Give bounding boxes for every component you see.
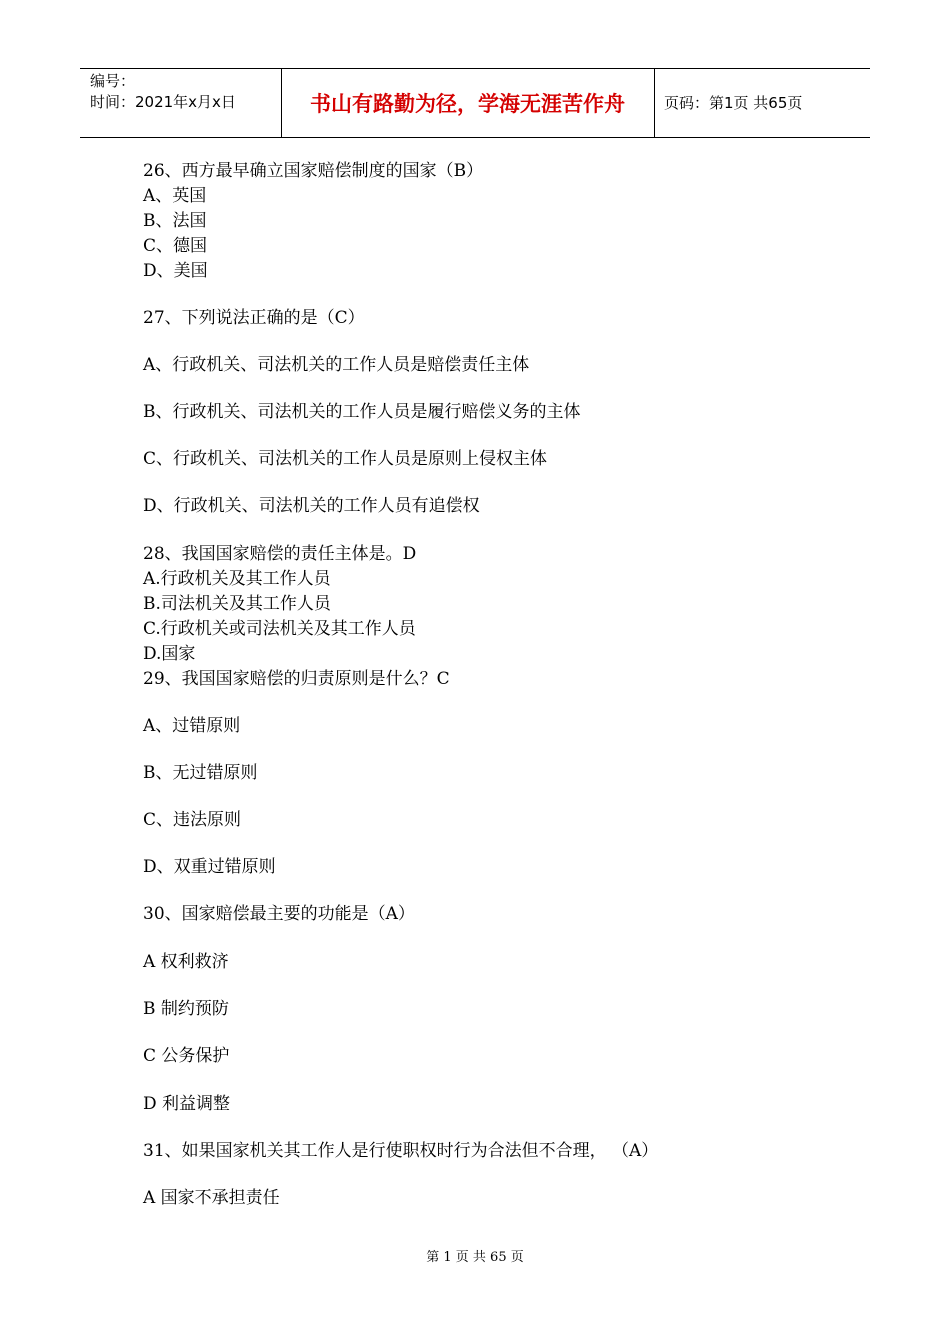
option-line: A、行政机关、司法机关的工作人员是赔偿责任主体 (143, 355, 530, 375)
header-meta (90, 71, 236, 113)
option-line: D 利益调整 (143, 1094, 231, 1114)
option-line: C、违法原则 (143, 810, 242, 830)
option-line: C、行政机关、司法机关的工作人员是原则上侵权主体 (143, 449, 548, 469)
option-line: B 制约预防 (143, 999, 229, 1019)
question-29: 29、我国国家赔偿的归责原则是什么？C (143, 669, 450, 689)
option-line: B.司法机关及其工作人员 (143, 594, 331, 614)
option-line: A 权利救济 (143, 952, 229, 972)
header-motto: 书山有路勤为径，学海无涯苦作舟 (310, 91, 625, 116)
page-footer: 第 1 页 共 65 页 (426, 1250, 524, 1265)
option-line: C 公务保护 (143, 1046, 230, 1066)
option-line: C、德国 (143, 236, 208, 256)
page-header (80, 68, 870, 138)
option-line: A 国家不承担责任 (143, 1188, 280, 1208)
option-line: D、美国 (143, 261, 208, 281)
header-divider (654, 69, 655, 137)
question-26: 26、西方最早确立国家赔偿制度的国家（B） (143, 161, 484, 181)
page-info: 页码：第1页 共65页 (664, 94, 803, 112)
option-line: A.行政机关及其工作人员 (143, 569, 331, 589)
question-28: 28、我国国家赔偿的责任主体是。D (143, 544, 417, 564)
question-27: 27、下列说法正确的是（C） (143, 308, 365, 328)
option-line: D.国家 (143, 644, 196, 664)
option-line: D、双重过错原则 (143, 857, 276, 877)
option-line: C.行政机关或司法机关及其工作人员 (143, 619, 416, 639)
question-31: 31、如果国家机关其工作人是行使职权时行为合法但不合理， （A） (143, 1141, 659, 1161)
question-30: 30、国家赔偿最主要的功能是（A） (143, 904, 415, 924)
option-line: B、法国 (143, 211, 207, 231)
number-label: 编号： (90, 72, 136, 90)
option-line: A、英国 (143, 186, 207, 206)
option-line: B、行政机关、司法机关的工作人员是履行赔偿义务的主体 (143, 402, 581, 422)
option-line: D、行政机关、司法机关的工作人员有追偿权 (143, 496, 480, 516)
option-line: A、过错原则 (143, 716, 241, 736)
time-label: 时间：2021年x月x日 (90, 93, 236, 111)
option-line: B、无过错原则 (143, 763, 258, 783)
